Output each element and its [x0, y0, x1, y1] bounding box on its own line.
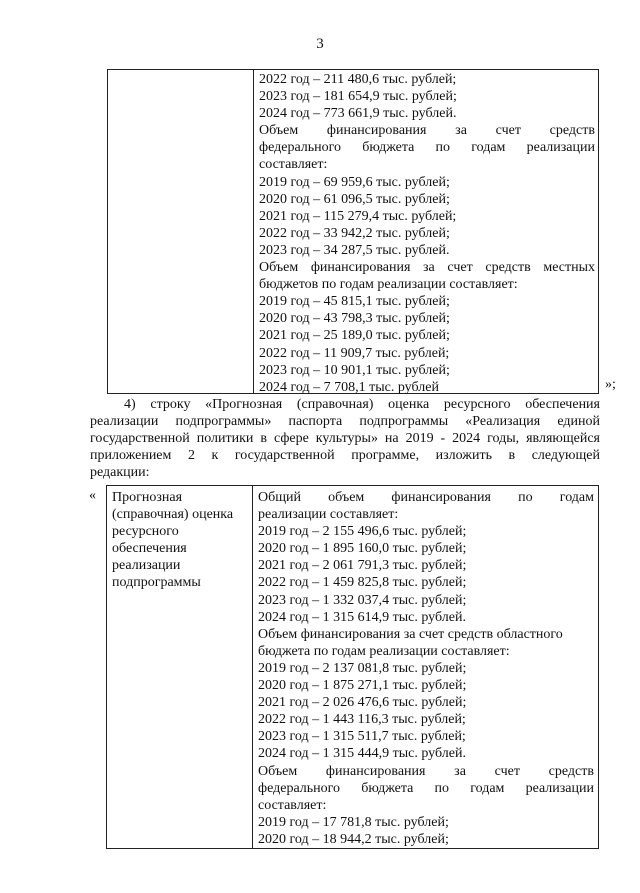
forecast-financing-table — [106, 485, 599, 849]
text-line: Объем финансирования за счет средств областного — [258, 626, 563, 642]
text-line: 2020 год – 61 096,5 тыс. рублей; — [259, 191, 450, 207]
paragraph-line: приложением 2 к государственной программе, изложить в следующей — [90, 448, 600, 464]
text-line: реализации составляет: — [258, 507, 399, 523]
text-line: Общий объем финансирования по годам — [258, 490, 594, 505]
label-line: (справочная) оценка — [112, 507, 234, 523]
text-line: бюджетов по годам реализации составляет: — [259, 277, 518, 293]
text-line: 2023 год – 1 315 511,7 тыс. рублей; — [258, 729, 466, 745]
closing-quote-mark: »; — [605, 377, 616, 392]
text-line: 2020 год – 43 798,3 тыс. рублей; — [259, 311, 450, 327]
text-line: 2023 год – 34 287,5 тыс. рублей. — [259, 242, 450, 258]
label-line: реализации — [112, 558, 181, 574]
text-line: 2019 год – 17 781,8 тыс. рублей; — [258, 814, 449, 830]
text-line: 2022 год – 33 942,2 тыс. рублей; — [259, 225, 450, 241]
amendment-paragraph — [90, 396, 600, 481]
text-line: 2023 год – 10 901,1 тыс. рублей; — [259, 362, 450, 378]
text-line: составляет: — [258, 797, 327, 813]
text-line: 2023 год – 1 332 037,4 тыс. рублей; — [258, 592, 467, 608]
column-divider — [253, 70, 254, 393]
paragraph-line: государственной политики в сфере культуры» на 2019 - 2024 годы, являющейся — [90, 431, 600, 447]
text-line: 2022 год – 1 443 116,3 тыс. рублей; — [258, 712, 466, 728]
text-line: 2022 год – 11 909,7 тыс. рублей; — [259, 345, 450, 361]
text-line: 2023 год – 181 654,9 тыс. рублей; — [259, 89, 457, 105]
text-line: 2024 год – 773 661,9 тыс. рублей. — [259, 106, 457, 122]
page-number: 3 — [316, 36, 324, 52]
opening-quote-mark: « — [89, 488, 96, 503]
text-line: составляет: — [259, 157, 328, 173]
text-line: федерального бюджета по годам реализации — [258, 780, 594, 796]
label-line: обеспечения — [112, 541, 187, 557]
text-line: 2024 год – 1 315 614,9 тыс. рублей. — [258, 609, 466, 625]
text-line: 2021 год – 25 189,0 тыс. рублей; — [259, 328, 450, 344]
text-line: 2021 год – 115 279,4 тыс. рублей; — [259, 208, 457, 224]
row-label-cell — [112, 489, 250, 592]
text-line: 2024 год – 7 708,1 тыс. рублей — [259, 379, 439, 395]
text-line: Объем финансирования за счет средств — [258, 763, 594, 779]
text-line: 2020 год – 1 875 271,1 тыс. рублей; — [258, 678, 467, 694]
text-line: 2020 год – 18 944,2 тыс. рублей; — [258, 831, 449, 847]
text-line: федерального бюджета по годам реализации — [259, 140, 595, 156]
label-line: ресурсного — [112, 524, 179, 540]
column-divider — [252, 486, 253, 848]
text-line: 2020 год – 1 895 160,0 тыс. рублей; — [258, 541, 467, 557]
financing-table-continuation — [107, 69, 599, 394]
text-line: 2021 год – 2 026 476,6 тыс. рублей; — [258, 695, 467, 711]
label-line: Прогнозная — [112, 490, 183, 505]
text-line: 2024 год – 1 315 444,9 тыс. рублей. — [258, 746, 466, 762]
text-line: 2021 год – 2 061 791,3 тыс. рублей; — [258, 558, 467, 574]
financing-cell-text — [258, 489, 594, 848]
text-line: 2022 год – 211 480,6 тыс. рублей; — [259, 72, 457, 87]
text-line: 2019 год – 45 815,1 тыс. рублей; — [259, 294, 450, 310]
text-line: 2022 год – 1 459 825,8 тыс. рублей; — [258, 575, 467, 591]
text-line: Объем финансирования за счет средств — [259, 123, 595, 139]
paragraph-line: редакции: — [90, 465, 150, 481]
label-line: подпрограммы — [112, 575, 201, 591]
paragraph-line: 4) строку «Прогнозная (справочная) оценка ресурсного обеспечения — [124, 397, 600, 412]
text-line: Объем финансирования за счет средств местных — [259, 260, 595, 276]
text-line: 2019 год – 69 959,6 тыс. рублей; — [259, 174, 450, 190]
paragraph-line: реализации подпрограммы» паспорта подпрограммы «Реализация единой — [90, 414, 600, 430]
financing-cell-text — [259, 71, 595, 396]
text-line: 2019 год – 2 137 081,8 тыс. рублей; — [258, 660, 467, 676]
text-line: 2019 год – 2 155 496,6 тыс. рублей; — [258, 524, 467, 540]
text-line: бюджета по годам реализации составляет: — [258, 643, 510, 659]
